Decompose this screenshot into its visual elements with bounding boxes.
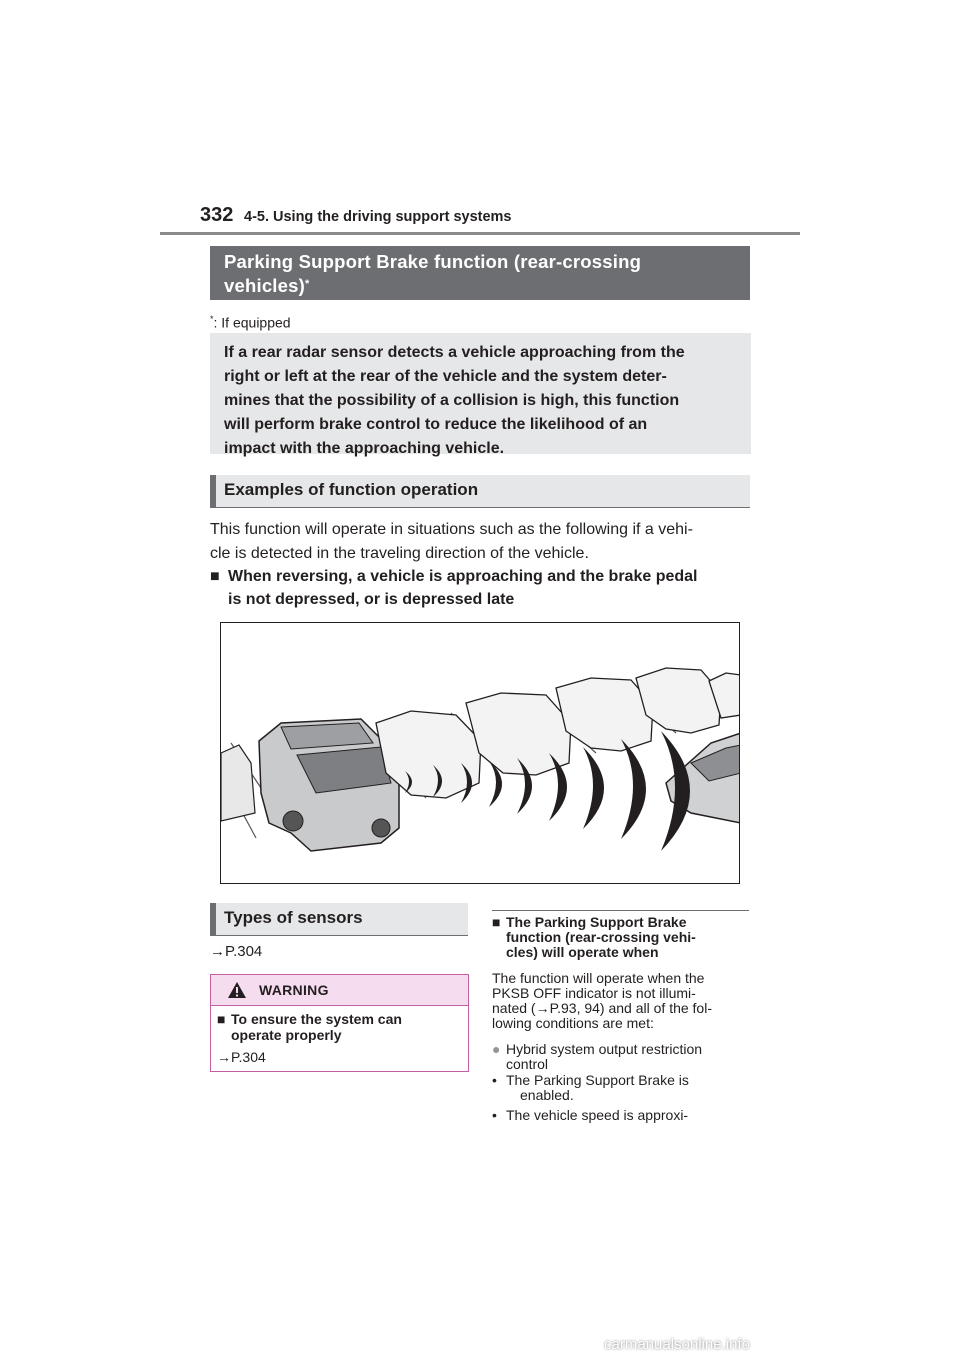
types-heading-rule — [210, 935, 468, 936]
case-heading — [210, 565, 755, 611]
bullet-line: control — [506, 1056, 549, 1072]
summary-line: mines that the possibility of a collision is high, this function — [224, 392, 680, 409]
paragraph-line: PKSB OFF indicator is not illumi- — [492, 985, 696, 1001]
section-title-line-2: vehicles) — [224, 275, 305, 296]
illustration-rear-crossing — [220, 622, 740, 884]
footnote — [210, 314, 291, 331]
warning-box — [210, 974, 469, 1072]
dot-bullet-icon: • — [492, 1072, 497, 1088]
examples-heading-rule — [210, 507, 750, 508]
right-column-rule — [492, 910, 749, 911]
warning-label: WARNING — [259, 982, 329, 998]
square-bullet-icon: ■ — [217, 1011, 226, 1027]
operation-conditions-paragraph — [492, 971, 752, 1031]
own-vehicle-icon — [259, 719, 399, 851]
sub-item-line: The Parking Support Brake is — [506, 1072, 689, 1088]
sub-item-line: The vehicle speed is approxi- — [506, 1107, 689, 1123]
circle-bullet-icon: ● — [492, 1041, 501, 1057]
page-number: 332 — [200, 204, 234, 226]
paragraph-line: lowing conditions are met: — [492, 1015, 654, 1031]
footnote-mark: * — [305, 278, 310, 290]
summary-line: impact with the approaching vehicle. — [224, 440, 505, 457]
warning-item-line: operate properly — [231, 1027, 342, 1043]
watermark: carmanualsonline.info — [604, 1336, 750, 1353]
heading-line: The Parking Support Brake — [506, 914, 687, 930]
warning-item — [217, 1011, 465, 1043]
bullet-line: Hybrid system output restriction — [506, 1041, 703, 1057]
operation-conditions-heading — [492, 915, 752, 960]
chapter-title: 4-5. Using the driving support systems — [244, 209, 512, 225]
parked-car-left — [221, 745, 255, 821]
warning-header — [211, 975, 468, 1006]
warning-triangle-icon — [227, 981, 247, 999]
case-line: When reversing, a vehicle is approaching and the brake pedal — [228, 568, 698, 585]
heading-line: cles) will operate when — [506, 944, 659, 960]
parking-lot-illustration — [221, 623, 740, 884]
section-title-line-1: Parking Support Brake function (rear-crossing — [224, 251, 642, 272]
summary-box — [210, 333, 751, 457]
section-title — [210, 246, 750, 300]
square-bullet-icon: ■ — [492, 914, 501, 930]
condition-bullet — [492, 1042, 752, 1072]
summary-line: will perform brake control to reduce the likelihood of an — [224, 416, 648, 433]
paragraph-line: nated (→P.93, 94) and all of the fol- — [492, 1000, 712, 1016]
summary-line: If a rear radar sensor detects a vehicle approaching from the — [224, 344, 685, 361]
warning-item-line: To ensure the system can — [231, 1011, 402, 1027]
square-bullet-icon: ■ — [210, 568, 220, 585]
footnote-text: : If equipped — [213, 314, 291, 331]
paragraph-line: The function will operate when the — [492, 970, 705, 986]
condition-sub-item — [492, 1073, 752, 1103]
examples-heading: Examples of function operation — [210, 475, 750, 507]
examples-intro — [210, 518, 755, 566]
sub-item-line: enabled. — [520, 1087, 574, 1103]
case-line: is not depressed, or is depressed late — [228, 591, 515, 608]
heading-line: function (rear-crossing vehi- — [506, 929, 696, 945]
types-heading: Types of sensors — [210, 903, 468, 935]
warning-xref-link[interactable]: →P.304 — [217, 1049, 266, 1065]
dot-bullet-icon: • — [492, 1107, 497, 1123]
intro-line: This function will operate in situations such as the following if a vehi- — [210, 521, 693, 538]
summary-line: right or left at the rear of the vehicle and the system deter- — [224, 368, 667, 385]
header-rule — [160, 232, 800, 235]
intro-line: cle is detected in the traveling direction of the vehicle. — [210, 545, 589, 562]
footnote-asterisk: * — [210, 314, 214, 324]
types-xref-link[interactable]: →P.304 — [210, 943, 263, 960]
condition-sub-item — [492, 1108, 752, 1123]
